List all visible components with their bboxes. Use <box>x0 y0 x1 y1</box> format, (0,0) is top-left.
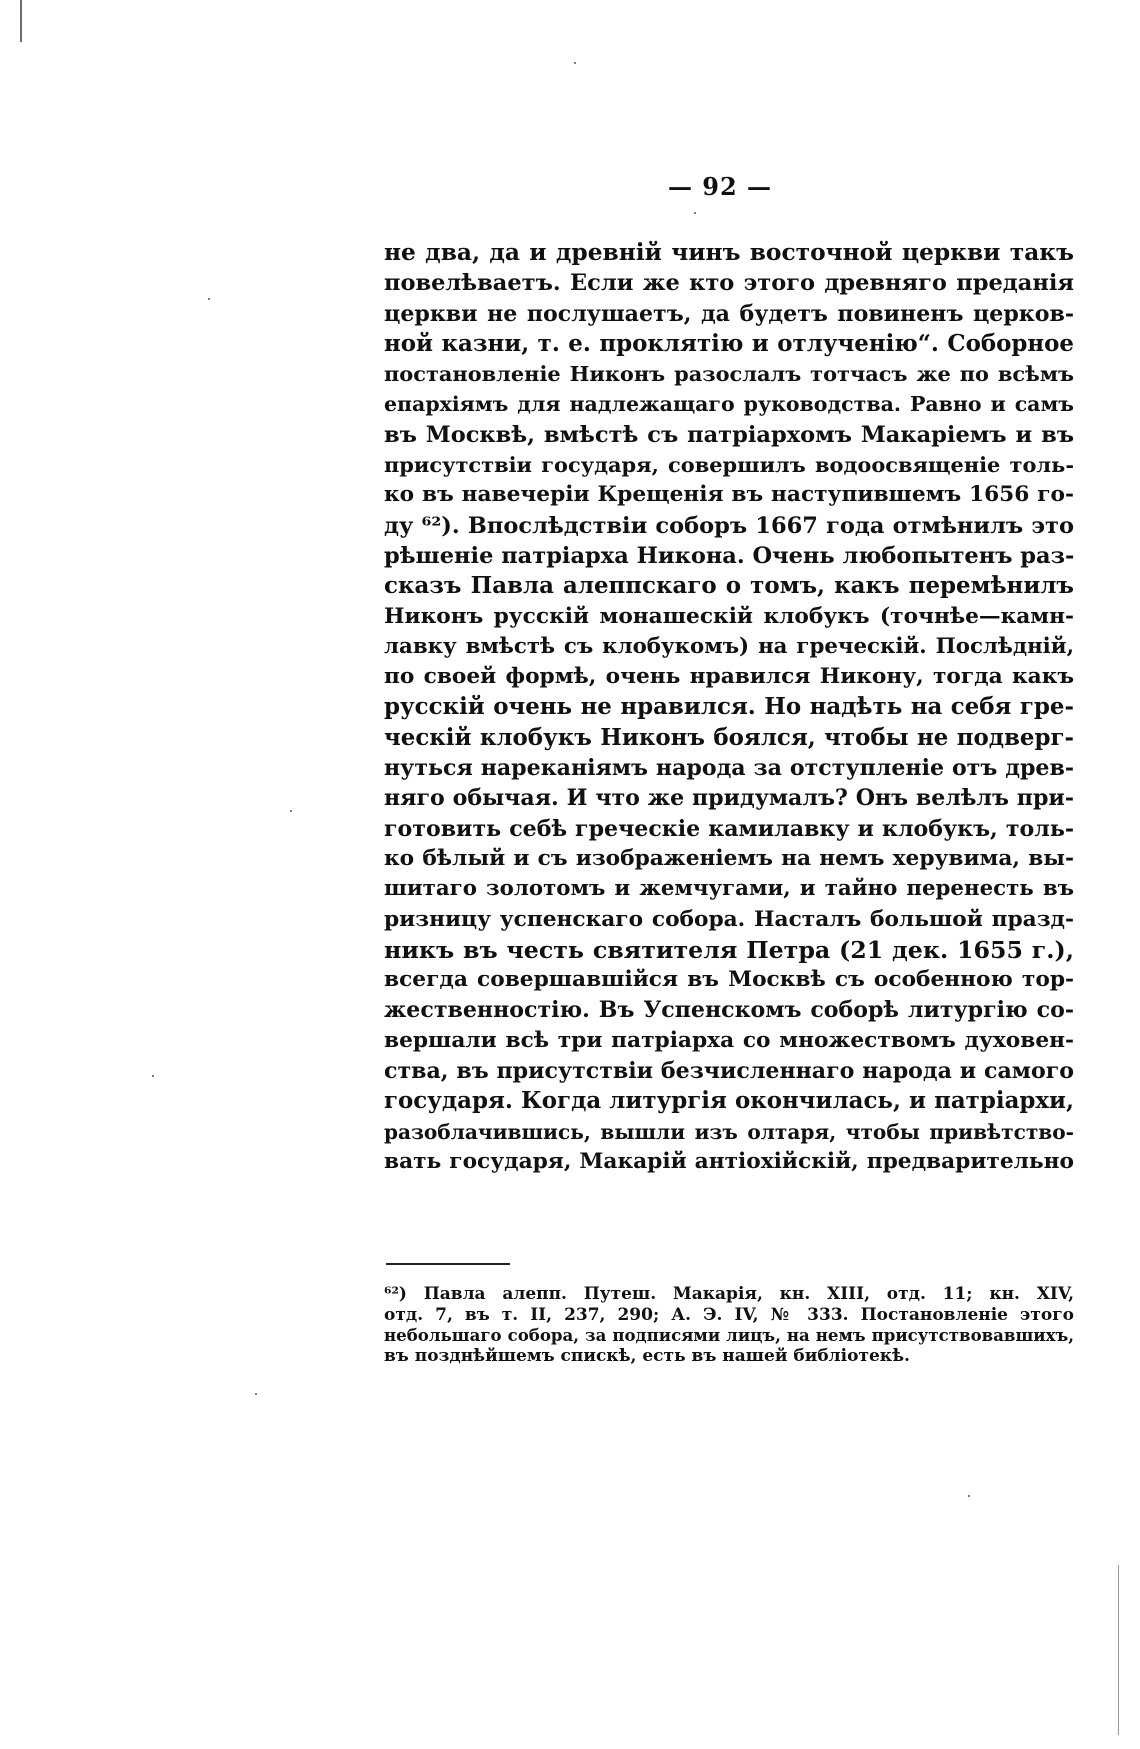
text-line: ства, въ присутствіи безчисленнаго народа и самого <box>384 1058 1074 1085</box>
footnote-divider <box>386 1263 510 1265</box>
text-line: няго обычая. И что же придумалъ? Онъ велѣлъ при- <box>384 785 1074 812</box>
text-line: Никонъ русскій монашескій клобукъ (точнѣе—камн- <box>384 603 1074 629</box>
text-line: нуться нареканіямъ народа за отступленіе отъ древ- <box>384 755 1074 782</box>
text-line: ду ⁶²). Впослѣдствіи соборъ 1667 года отмѣнилъ это <box>384 512 1074 539</box>
text-line: рѣшеніе патріарха Никона. Очень любопытенъ раз- <box>384 542 1074 569</box>
text-line: государя. Когда литургія окончилась, и патріархи, <box>384 1087 1074 1115</box>
text-line: русскій очень не нравился. Но надѣть на себя гре- <box>384 693 1074 721</box>
text-line: ной казни, т. е. проклятію и отлученію“. Соборное <box>384 329 1074 357</box>
scan-speck <box>208 298 210 300</box>
page-number: — 92 — <box>667 172 773 201</box>
text-line: ческій клобукъ Никонъ боялся, чтобы не подверг- <box>384 723 1074 751</box>
text-line: готовить себѣ греческіе камилавку и клобукъ, толь- <box>384 815 1074 842</box>
text-line: церкви не послушаетъ, да будетъ повиненъ церков- <box>384 300 1074 327</box>
text-line: лавку вмѣстѣ съ клобукомъ) на греческій. Послѣдній, <box>384 633 1074 659</box>
text-line: ко въ навечеріи Крещенія въ наступившемъ 1656 го- <box>384 482 1074 508</box>
scan-speck <box>968 1495 970 1497</box>
text-line: въ Москвѣ, вмѣстѣ съ патріархомъ Макаріемъ и въ <box>384 421 1074 448</box>
footnote <box>384 1284 1074 1366</box>
scan-speck <box>574 62 576 64</box>
text-line: повелѣваетъ. Если же кто этого древняго преданія <box>384 270 1074 297</box>
text-line: шитаго золотомъ и жемчугами, и тайно перенесть въ <box>384 876 1074 902</box>
text-line: не два, да и древній чинъ восточной церкви такъ <box>384 239 1074 266</box>
text-line: ко бѣлый и съ изображеніемъ на немъ херувима, вы- <box>384 845 1074 871</box>
text-line: ризницу успенскаго собора. Насталъ большой празд- <box>384 906 1074 932</box>
text-line: постановленіе Никонъ разослалъ тотчасъ же по всѣмъ <box>384 361 1074 387</box>
footnote-line: ⁶²) Павла алепп. Путеш. Макарія, кн. XIII, отд. 11; кн. XIV, <box>384 1284 1074 1304</box>
text-line: по своей формѣ, очень нравился Никону, тогда какъ <box>384 664 1074 690</box>
text-line: вать государя, Макарій антіохійскій, предварительно <box>384 1148 1074 1174</box>
text-line: жественностію. Въ Успенскомъ соборѣ литургію со- <box>384 997 1074 1024</box>
scan-speck <box>694 212 696 214</box>
scan-edge-mark <box>1118 1565 1119 1735</box>
scan-speck <box>290 810 292 812</box>
footnote-line: отд. 7, въ т. II, 237, 290; А. Э. IV, № 333. Постановленіе этого <box>384 1304 1074 1325</box>
text-line: никъ въ честь святителя Петра (21 дек. 1655 г.), <box>384 935 1074 964</box>
text-line: епархіямъ для надлежащаго руководства. Равно и самъ <box>384 392 1074 417</box>
text-line: разоблачившись, вышли изъ олтаря, чтобы привѣтство- <box>384 1119 1074 1144</box>
body-text <box>384 238 1074 1248</box>
text-line: присутствіи государя, совершилъ водоосвященіе толь- <box>384 452 1074 478</box>
footnote-line: небольшаго собора, за подписями лицъ, на немъ присутствовавшихъ, <box>384 1325 1074 1345</box>
scan-speck <box>152 1075 154 1077</box>
text-line: сказъ Павла алеппскаго о томъ, какъ перемѣнилъ <box>384 572 1074 600</box>
text-line: вершали всѣ три патріарха со множествомъ духовен- <box>384 1027 1074 1053</box>
text-line: всегда совершавшійся въ Москвѣ съ особенною тор- <box>384 967 1074 993</box>
scan-edge-mark <box>20 0 22 42</box>
footnote-line: въ позднѣйшемъ спискѣ, есть въ нашей библіотекѣ. <box>384 1345 910 1366</box>
scan-speck <box>255 1393 257 1395</box>
